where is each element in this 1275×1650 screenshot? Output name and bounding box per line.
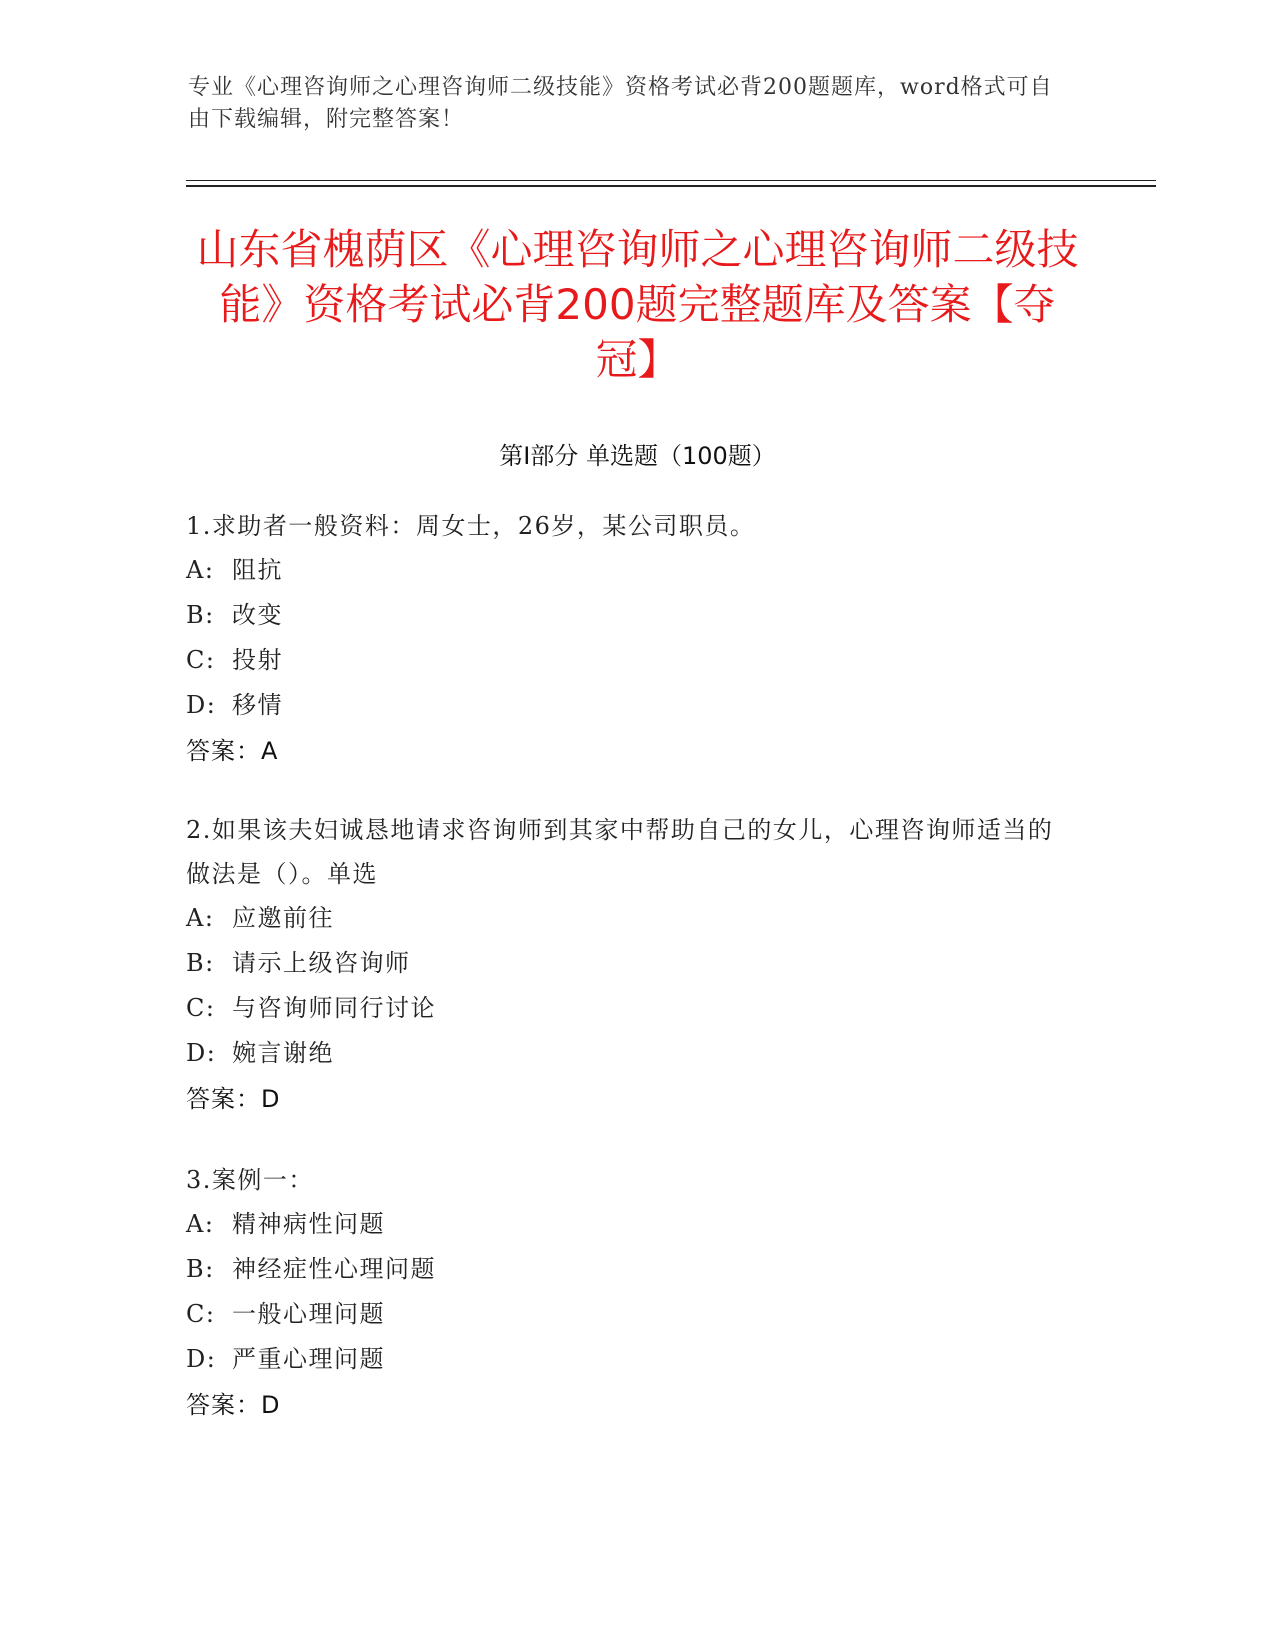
- header-divider-thick: [186, 185, 1156, 187]
- option-text: 精神病性问题: [232, 1210, 385, 1238]
- option-letter: B:: [186, 1255, 215, 1283]
- question-block: [186, 808, 1066, 1122]
- option-a: [186, 1202, 1066, 1247]
- option-c: [186, 638, 1066, 683]
- option-c: [186, 1292, 1066, 1337]
- option-text: 婉言谢绝: [232, 1039, 334, 1067]
- option-text: 改变: [232, 601, 283, 629]
- option-letter: B:: [186, 601, 215, 629]
- option-text: 投射: [232, 646, 283, 674]
- question-block: [186, 1158, 1066, 1428]
- question-stem: 1.求助者一般资料：周女士，26岁，某公司职员。: [186, 512, 756, 540]
- header-divider-thin: [186, 180, 1156, 181]
- option-text: 与咨询师同行讨论: [232, 994, 436, 1022]
- option-b: [186, 1247, 1066, 1292]
- option-letter: C:: [186, 994, 216, 1022]
- option-letter: D:: [186, 1345, 217, 1373]
- option-text: 应邀前往: [232, 904, 334, 932]
- option-letter: B:: [186, 949, 215, 977]
- option-a: [186, 548, 1066, 593]
- option-letter: A:: [186, 904, 215, 932]
- option-text: 阻抗: [232, 556, 283, 584]
- section-heading: 第I部分 单选题（100题）: [499, 442, 776, 470]
- answer-line: 答案：D: [186, 1085, 281, 1113]
- header-note: 专业《心理咨询师之心理咨询师二级技能》资格考试必背200题题库，word格式可自由下载编辑，附完整答案！: [188, 75, 1053, 132]
- document-title: 山东省槐荫区《心理咨询师之心理咨询师二级技能》资格考试必背200题完整题库及答案【夺冠】: [196, 225, 1079, 384]
- option-d: [186, 683, 1066, 728]
- option-text: 严重心理问题: [232, 1345, 385, 1373]
- option-c: [186, 986, 1066, 1031]
- answer-line: 答案：D: [186, 1391, 281, 1419]
- option-letter: D:: [186, 691, 217, 719]
- option-letter: A:: [186, 556, 215, 584]
- option-d: [186, 1337, 1066, 1382]
- option-letter: C:: [186, 1300, 216, 1328]
- option-b: [186, 941, 1066, 986]
- option-text: 移情: [232, 691, 283, 719]
- option-b: [186, 593, 1066, 638]
- option-text: 请示上级咨询师: [232, 949, 411, 977]
- question-stem: 3.案例一：: [186, 1166, 314, 1194]
- question-stem: 2.如果该夫妇诚恳地请求咨询师到其家中帮助自己的女儿，心理咨询师适当的做法是（）。单选: [186, 816, 1054, 888]
- option-a: [186, 896, 1066, 941]
- option-text: 一般心理问题: [232, 1300, 385, 1328]
- option-d: [186, 1031, 1066, 1076]
- option-letter: D:: [186, 1039, 217, 1067]
- question-block: [186, 504, 1066, 774]
- option-letter: A:: [186, 1210, 215, 1238]
- option-letter: C:: [186, 646, 216, 674]
- option-text: 神经症性心理问题: [232, 1255, 436, 1283]
- answer-line: 答案：A: [186, 737, 279, 765]
